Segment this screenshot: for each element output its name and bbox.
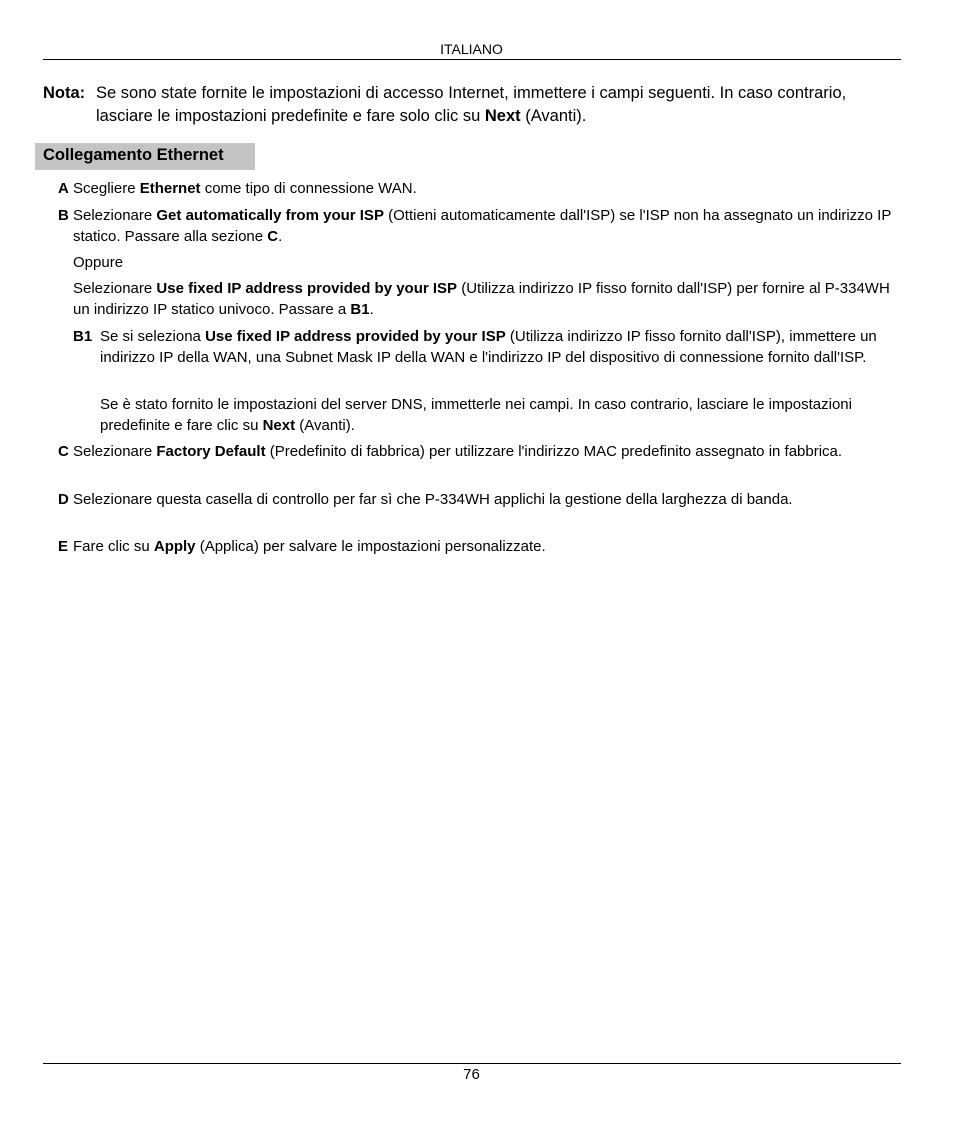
item-b-bold-2: C <box>267 228 279 245</box>
item-e <box>58 536 894 557</box>
item-b1 <box>73 326 893 368</box>
item-b-alt-text-2: (Utilizza indirizzo IP fisso fornito dall'ISP) per fornire al P-334WH un indirizzo IP statico univoco. Passare a <box>73 280 890 318</box>
item-b-alt <box>73 278 899 320</box>
item-a-text-1: Scegliere <box>73 180 140 197</box>
item-b1-letter: B1 <box>73 328 93 345</box>
note-body <box>96 82 903 128</box>
item-b-text-3: . <box>278 228 283 245</box>
item-b-text-1: Selezionare <box>73 207 157 224</box>
item-b1-bold-1: Use fixed IP address provided by your ISP <box>205 328 506 345</box>
item-e-text-1: Fare clic su <box>73 538 154 555</box>
section-title: Collegamento Ethernet <box>35 143 255 170</box>
item-e-letter: E <box>58 538 69 555</box>
item-c <box>58 441 894 462</box>
item-b-text-2: (Ottieni automaticamente dall'ISP) se l'ISP non ha assegnato un indirizzo IP statico. Passare alla sezione <box>73 207 892 245</box>
header-rule <box>43 59 901 60</box>
item-b <box>58 205 894 247</box>
item-b1-text-2: (Utilizza indirizzo IP fisso fornito dall'ISP), immettere un indirizzo IP della WAN, una Subnet Mask IP della WAN e l'indirizzo IP del dispositivo di connessione fornito dall'ISP. <box>100 328 877 366</box>
item-c-text-1: Selezionare <box>73 443 157 460</box>
item-a-bold-1: Ethernet <box>139 180 201 197</box>
footer-rule <box>43 1063 901 1064</box>
note-next: Next <box>484 107 521 125</box>
item-d-text-1: Selezionare questa casella di controllo per far sì che P-334WH applichi la gestione della larghezza di banda. <box>73 491 793 508</box>
item-b1-dns-bold-1: Next <box>262 417 296 434</box>
item-oppure: Oppure <box>73 254 124 271</box>
item-d <box>58 489 894 510</box>
item-c-text-2: (Predefinito di fabbrica) per utilizzare l'indirizzo MAC predefinito assegnato in fabbrica. <box>265 443 843 460</box>
note-label: Nota: <box>43 84 86 102</box>
item-e-text-2: (Applica) per salvare le impostazioni personalizzate. <box>195 538 546 555</box>
item-b1-dns-text-1: Se è stato fornito le impostazioni del server DNS, immetterle nei campi. In caso contrario, lasciare le impostazioni predefinite e fare clic su <box>100 396 852 434</box>
item-b-alt-text-3: . <box>369 301 374 318</box>
page-number: 76 <box>463 1066 480 1083</box>
item-b-alt-bold-1: Use fixed IP address provided by your ISP <box>156 280 458 297</box>
item-c-bold-1: Factory Default <box>156 443 266 460</box>
item-b1-text-1: Se si seleziona <box>100 328 206 345</box>
item-a <box>58 178 894 199</box>
note-text-2: (Avanti). <box>520 107 587 125</box>
note-block <box>43 82 903 128</box>
item-a-text-2: come tipo di connessione WAN. <box>200 180 417 197</box>
item-b1-dns-text-2: (Avanti). <box>295 417 355 434</box>
item-b-letter: B <box>58 207 69 224</box>
item-e-bold-1: Apply <box>153 538 196 555</box>
header-language: ITALIANO <box>440 41 503 57</box>
item-d-letter: D <box>58 491 69 508</box>
item-b-bold-1: Get automatically from your ISP <box>156 207 384 224</box>
note-text-1: Se sono state fornite le impostazioni di accesso Internet, immettere i campi seguenti. In caso contrario, lasciare le impostazioni predefinite e fare solo clic su <box>96 84 847 125</box>
item-a-letter: A <box>58 180 69 197</box>
item-c-letter: C <box>58 443 69 460</box>
item-b-alt-text-1: Selezionare <box>73 280 157 297</box>
item-b1-dns <box>100 394 870 436</box>
item-b-alt-bold-2: B1 <box>350 301 370 318</box>
